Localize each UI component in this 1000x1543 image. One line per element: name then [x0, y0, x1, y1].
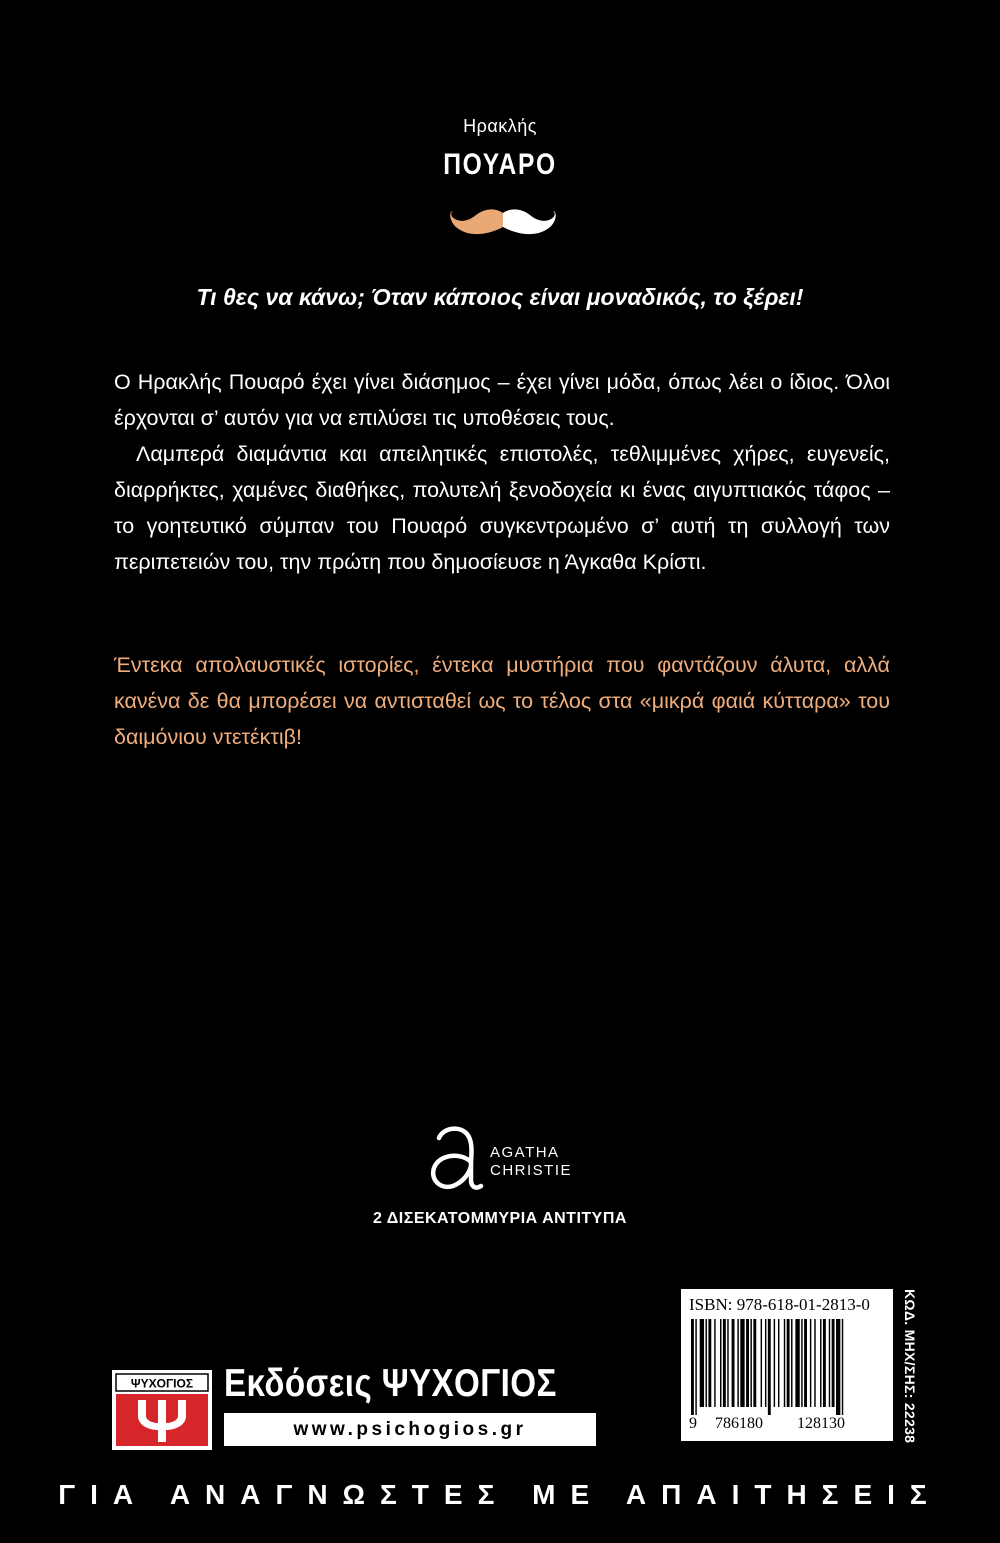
barcode-bar	[753, 1319, 756, 1407]
blurb	[114, 364, 890, 580]
series-title: ΠΟΥΑΡΟ	[443, 148, 557, 181]
barcode-bar	[823, 1319, 826, 1407]
barcode-bar	[810, 1319, 811, 1407]
series-subtitle: Ηρακλής	[463, 116, 537, 136]
barcode	[691, 1319, 883, 1415]
barcode-digits-left: 786180	[715, 1415, 763, 1432]
blurb-paragraph-1: Ο Ηρακλής Πουαρό έχει γίνει διάσημος – έχει γίνει μόδα, όπως λέει ο ίδιος. Όλοι έρχονται σ’ αυτόν για να επιλύσει τις υποθέσεις τους.	[114, 370, 890, 430]
barcode-bar	[801, 1319, 802, 1407]
barcode-bar	[740, 1319, 744, 1407]
copies-sold: 2 ΔΙΣΕΚΑΤΟΜΜΥΡΙΑ ΑΝΤΙΤΥΠΑ	[373, 1210, 627, 1227]
blurb-paragraph-2: Λαμπερά διαμάντια και απειλητικές επιστολές, τεθλιμμένες χήρες, ευγενείς, διαρρήκτες, χαμένες διαθήκες, πολυτελή ξενοδοχεία κι ένας αιγυπτιακός τάφος – το γοητευτικό σύμπαν του Πουαρό συγκεντρωμένο σ’ αυτή τη συλλογή των περιπετειών του, την πρώτη που δημοσίευσε η Άγκαθα Κρίστι.	[114, 442, 890, 574]
barcode-bar	[691, 1319, 694, 1415]
barcode-bar	[778, 1319, 779, 1407]
barcode-bar	[737, 1319, 738, 1407]
barcode-bar	[746, 1319, 749, 1407]
barcode-bar	[720, 1319, 721, 1407]
barcode-bar	[829, 1319, 830, 1407]
barcode-bar	[832, 1319, 835, 1407]
barcode-bar	[768, 1319, 771, 1415]
barcode-bar	[708, 1319, 711, 1407]
barcode-bar	[774, 1319, 775, 1407]
barcode-bar	[727, 1319, 728, 1407]
barcode-bar	[842, 1319, 843, 1415]
publisher-url[interactable]: www.psichogios.gr	[224, 1413, 596, 1446]
barcode-digit-first: 9	[689, 1415, 697, 1432]
author-logo-line2: CHRISTIE	[490, 1162, 573, 1179]
mustache-icon	[450, 205, 556, 245]
isbn-number: ISBN: 978-618-01-2813-0	[689, 1295, 870, 1314]
barcode-bar	[804, 1319, 807, 1407]
barcode-bar	[695, 1319, 696, 1415]
publisher-logo-text: ΨΥΧΟΓΙΟΣ	[130, 1376, 194, 1391]
agatha-christie-a-icon	[425, 1122, 485, 1196]
barcode-label	[681, 1289, 893, 1441]
highlight-paragraph: Έντεκα απολαυστικές ιστορίες, έντεκα μυστήρια που φαντάζουν άλυτα, αλλά κανένα δε θα μπορέσει να αντισταθεί ως το τέλος στα «μικρά φαιά κύτταρα» του δαιμόνιου ντετέκτιβ!	[114, 653, 890, 749]
barcode-digits-right: 128130	[797, 1415, 845, 1432]
barcode-bar	[761, 1319, 762, 1407]
barcode-bar	[791, 1319, 792, 1407]
barcode-bar	[732, 1319, 735, 1407]
footer-slogan: ΓΙΑ ΑΝΑΓΝΩΣΤΕΣ ΜΕ ΑΠΑΙΤΗΣΕΙΣ	[58, 1479, 942, 1510]
author-logo-line1: AGATHA	[490, 1144, 560, 1161]
tagline: Τι θες να κάνω; Όταν κάποιος είναι μοναδικός, το ξέρει!	[196, 284, 804, 310]
barcode-bar	[820, 1319, 821, 1407]
barcode-bar	[700, 1319, 704, 1407]
barcode-bar	[706, 1319, 707, 1407]
publisher-name: Εκδόσεις ΨΥΧΟΓΙΟΣ	[224, 1362, 557, 1405]
barcode-bar	[814, 1319, 815, 1407]
product-code-text: ΚΩΔ. ΜΗΧ/ΣΗΣ: 22238	[902, 1289, 918, 1444]
barcode-bar	[723, 1319, 726, 1407]
barcode-bar	[795, 1319, 799, 1407]
psi-logo-icon	[112, 1370, 212, 1450]
author-logo-text	[490, 1144, 572, 1180]
barcode-bar	[787, 1319, 790, 1407]
barcode-bar	[714, 1319, 715, 1407]
barcode-bar	[765, 1319, 766, 1407]
barcode-bar	[836, 1319, 840, 1415]
barcode-bar	[784, 1319, 785, 1407]
barcode-bar	[750, 1319, 751, 1407]
